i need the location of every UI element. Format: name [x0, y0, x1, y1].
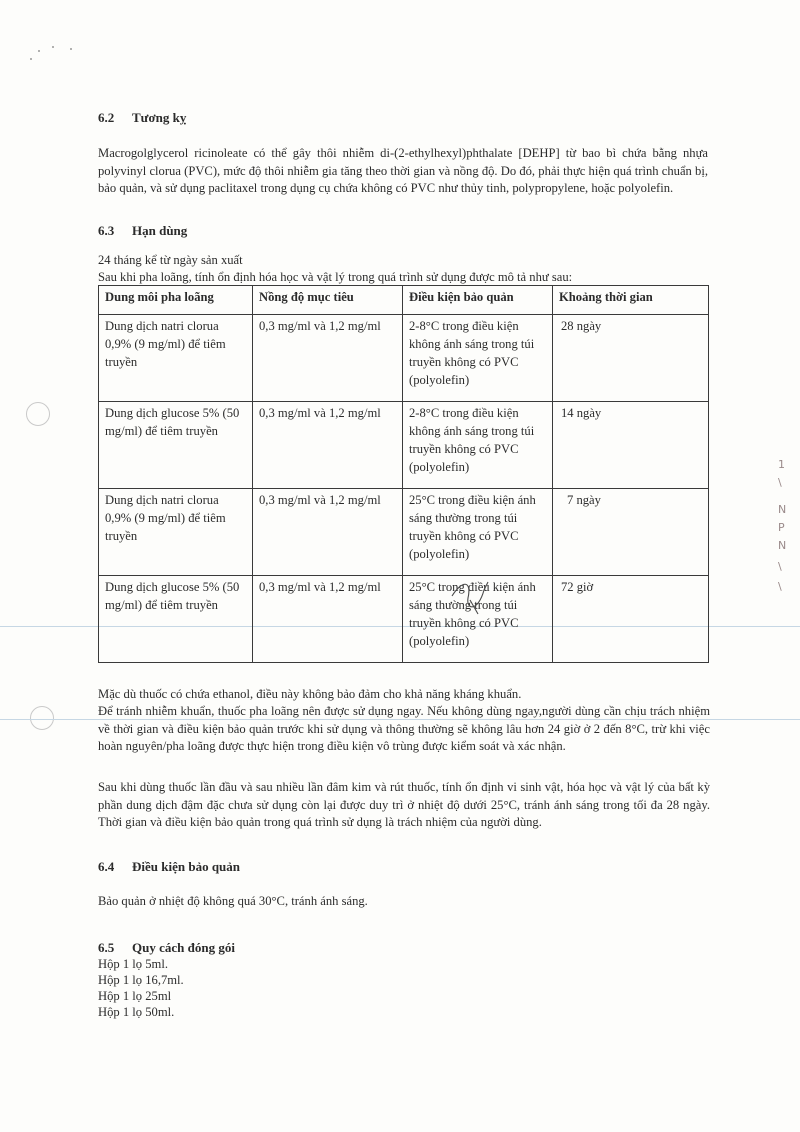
margin-stamp-mark: N	[778, 539, 787, 552]
cell-diluent: Dung dịch glucose 5% (50 mg/ml) để tiêm truyền	[99, 576, 253, 663]
storage-condition-text: Bảo quản ở nhiệt độ không quá 30°C, tránh ánh sáng.	[98, 894, 368, 908]
package-item: Hộp 1 lọ 25ml	[98, 989, 172, 1003]
package-item: Hộp 1 lọ 16,7ml.	[98, 973, 184, 987]
margin-stamp-mark: P	[778, 521, 785, 534]
scan-speck	[38, 50, 40, 52]
cell-concentration: 0,3 mg/ml và 1,2 mg/ml	[253, 576, 403, 663]
punch-hole-bottom	[30, 706, 54, 730]
cell-storage-condition: 25°C trong điều kiện ánh sáng thường trong túi truyền không có PVC (polyolefin)	[403, 576, 553, 663]
section-6-5-heading	[98, 940, 235, 956]
table-row	[99, 489, 709, 576]
cell-diluent: Dung dịch natri clorua 0,9% (9 mg/ml) để tiêm truyền	[99, 489, 253, 576]
cell-duration: 28 ngày	[553, 315, 709, 402]
scan-speck	[30, 58, 32, 60]
table-row	[99, 315, 709, 402]
table-header-row	[99, 286, 709, 315]
cell-duration: 72 giờ	[553, 576, 709, 663]
cell-storage-condition: 25°C trong điều kiện ánh sáng thường trong túi truyền không có PVC (polyolefin)	[403, 489, 553, 576]
stability-table	[98, 285, 709, 663]
cell-storage-condition: 2-8°C trong điều kiện không ánh sáng trong túi truyền không có PVC (polyolefin)	[403, 402, 553, 489]
table-intro-text: Sau khi pha loãng, tính ổn định hóa học và vật lý trong quá trình sử dụng được mô tả như sau:	[98, 270, 573, 284]
table-row	[99, 402, 709, 489]
cell-diluent: Dung dịch natri clorua 0,9% (9 mg/ml) để tiêm truyền	[99, 315, 253, 402]
punch-hole-top	[26, 402, 50, 426]
contamination-paragraph: Để tránh nhiễm khuẩn, thuốc pha loãng nên được sử dụng ngay. Nếu không dùng ngay,người dùng cần chịu trách nhiệm về thời gian và điều kiện bảo quản trước khi sử dụng và thông thường sẽ không lâu hơn 24 giờ ở 2 đến 8°C, trừ khi việc hoàn nguyên/pha loãng được thực hiện trong điều kiện vô trùng được kiểm soát và xác nhận.	[98, 704, 710, 753]
section-6-3-heading	[98, 223, 187, 239]
margin-stamp-mark: \	[778, 476, 782, 489]
section-number: 6.5	[98, 940, 115, 955]
table-row	[99, 576, 709, 663]
cell-storage-condition: 2-8°C trong điều kiện không ánh sáng trong túi truyền không có PVC (polyolefin)	[403, 315, 553, 402]
scan-speck	[70, 48, 72, 50]
section-number: 6.4	[98, 859, 115, 874]
header-storage-condition: Điều kiện bảo quản	[403, 286, 553, 315]
shelf-life-text: 24 tháng kể từ ngày sản xuất	[98, 253, 243, 267]
cell-concentration: 0,3 mg/ml và 1,2 mg/ml	[253, 315, 403, 402]
cell-concentration: 0,3 mg/ml và 1,2 mg/ml	[253, 489, 403, 576]
scan-speck	[52, 46, 54, 48]
section-6-2-heading	[98, 110, 186, 126]
header-concentration: Nồng độ mục tiêu	[253, 286, 403, 315]
package-item: Hộp 1 lọ 5ml.	[98, 957, 168, 971]
margin-stamp-mark: 1	[778, 458, 785, 471]
section-title: Quy cách đóng gói	[132, 940, 235, 955]
margin-stamp-mark: \	[778, 580, 782, 593]
handwritten-initials-mark	[448, 576, 498, 618]
margin-stamp-mark: \	[778, 560, 782, 573]
section-6-4-heading	[98, 859, 240, 875]
cell-duration: 14 ngày	[553, 402, 709, 489]
cell-duration: 7 ngày	[553, 489, 709, 576]
cell-concentration: 0,3 mg/ml và 1,2 mg/ml	[253, 402, 403, 489]
after-first-use-paragraph: Sau khi dùng thuốc lần đầu và sau nhiều lần đâm kim và rút thuốc, tính ổn định vi sinh vật, hóa học và vật lý của bất kỳ phần dung dịch đậm đặc chưa sử dụng còn lại được duy trì ở nhiệt độ dưới 25°C, tránh ánh sáng trong tối đa 28 ngày. Thời gian và điều kiện bảo quản trong quá trình sử dụng là trách nhiệm của người dùng.	[98, 780, 710, 829]
section-number: 6.3	[98, 223, 115, 238]
section-title: Điều kiện bảo quản	[132, 859, 241, 874]
ethanol-paragraph: Mặc dù thuốc có chứa ethanol, điều này không bảo đảm cho khả năng kháng khuẩn.	[98, 687, 522, 701]
package-item: Hộp 1 lọ 50ml.	[98, 1005, 175, 1019]
section-title: Tương kỵ	[132, 110, 187, 125]
header-diluent: Dung môi pha loãng	[99, 286, 253, 315]
header-duration: Khoảng thời gian	[553, 286, 709, 315]
section-number: 6.2	[98, 110, 115, 125]
incompatibility-paragraph: Macrogolglycerol ricinoleate có thể gây thôi nhiễm di-(2-ethylhexyl)phthalate [DEHP] từ bao bì chứa bằng nhựa polyvinyl clorua (PVC), mức độ thôi nhiễm gia tăng theo thời gian và nồng độ. Do đó, phải thực hiện quá trình chuẩn bị, bảo quản, và sử dụng paclitaxel trong dụng cụ chứa không có PVC như thủy tinh, polypropylene, hoặc polyolefin.	[98, 146, 708, 195]
margin-stamp-mark: N	[778, 503, 787, 516]
cell-diluent: Dung dịch glucose 5% (50 mg/ml) để tiêm truyền	[99, 402, 253, 489]
section-title: Hạn dùng	[132, 223, 188, 238]
